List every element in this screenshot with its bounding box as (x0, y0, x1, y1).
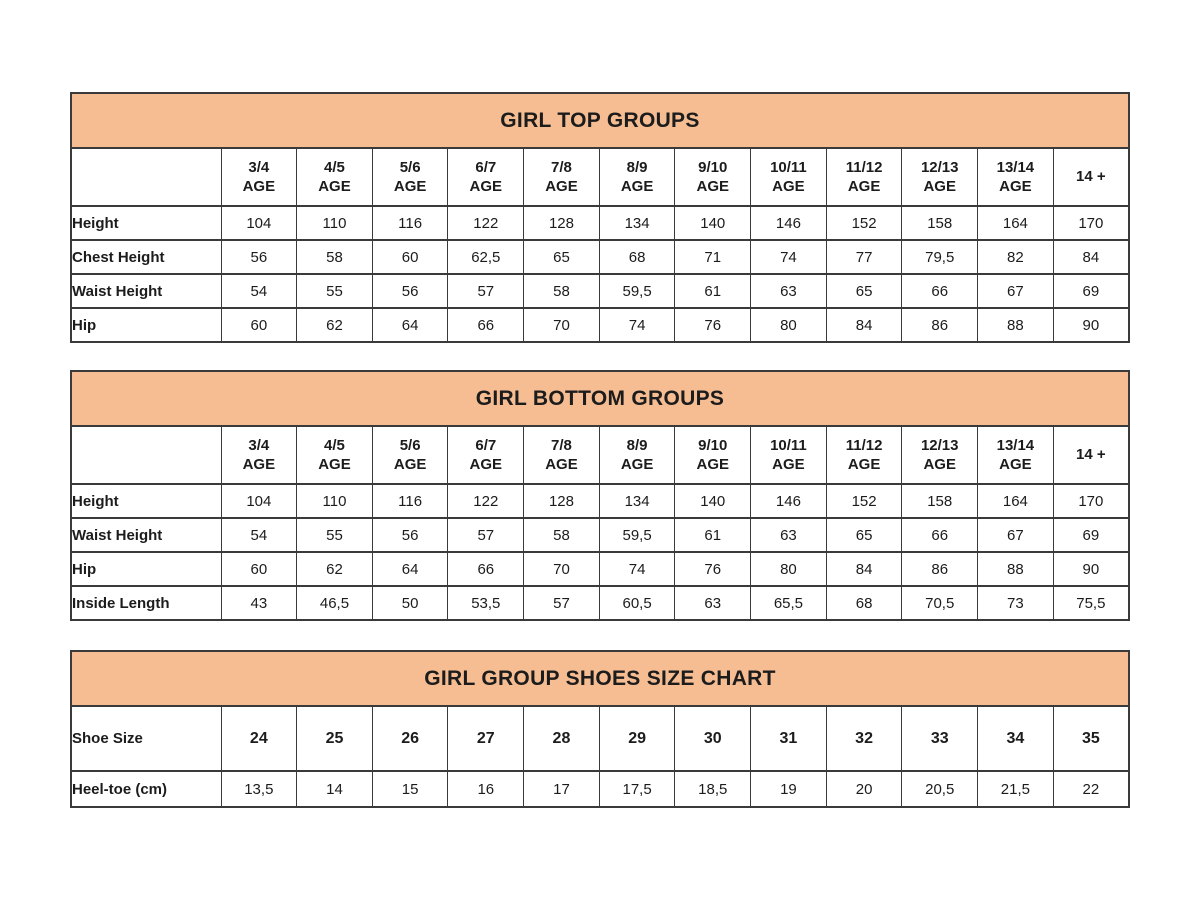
value-cell: 30 (675, 706, 751, 771)
value-cell: 15 (372, 771, 448, 807)
value-cell: 66 (448, 552, 524, 586)
column-header: 13/14 AGE (978, 148, 1054, 206)
girl-top-groups-grid (70, 147, 1130, 343)
value-cell: 146 (751, 206, 827, 240)
column-header: 4/5 AGE (297, 426, 373, 484)
value-cell: 34 (978, 706, 1054, 771)
column-header: 11/12 AGE (826, 426, 902, 484)
table-row (71, 484, 1129, 518)
column-header: 9/10 AGE (675, 148, 751, 206)
value-cell: 66 (902, 274, 978, 308)
table-row (71, 274, 1129, 308)
column-header: 10/11 AGE (751, 148, 827, 206)
value-cell: 170 (1053, 484, 1129, 518)
value-cell: 82 (978, 240, 1054, 274)
value-cell: 69 (1053, 274, 1129, 308)
value-cell: 86 (902, 552, 978, 586)
value-cell: 58 (524, 518, 600, 552)
value-cell: 134 (599, 484, 675, 518)
value-cell: 65 (524, 240, 600, 274)
value-cell: 54 (221, 274, 297, 308)
value-cell: 62 (297, 308, 373, 342)
column-header: 3/4 AGE (221, 148, 297, 206)
value-cell: 73 (978, 586, 1054, 620)
column-header: 9/10 AGE (675, 426, 751, 484)
row-label: Chest Height (71, 240, 221, 274)
value-cell: 50 (372, 586, 448, 620)
value-cell: 57 (524, 586, 600, 620)
value-cell: 27 (448, 706, 524, 771)
column-header-row (71, 148, 1129, 206)
value-cell: 20 (826, 771, 902, 807)
girl-shoes-size-table (70, 650, 1130, 808)
value-cell: 128 (524, 206, 600, 240)
value-cell: 86 (902, 308, 978, 342)
value-cell: 110 (297, 206, 373, 240)
value-cell: 71 (675, 240, 751, 274)
value-cell: 88 (978, 552, 1054, 586)
value-cell: 80 (751, 552, 827, 586)
table-row (71, 206, 1129, 240)
value-cell: 57 (448, 518, 524, 552)
table-title: GIRL GROUP SHOES SIZE CHART (424, 666, 776, 690)
value-cell: 64 (372, 308, 448, 342)
value-cell: 67 (978, 274, 1054, 308)
value-cell: 61 (675, 518, 751, 552)
value-cell: 65 (826, 274, 902, 308)
row-label: Height (71, 206, 221, 240)
value-cell: 19 (751, 771, 827, 807)
value-cell: 65 (826, 518, 902, 552)
value-cell: 152 (826, 484, 902, 518)
value-cell: 158 (902, 206, 978, 240)
value-cell: 122 (448, 484, 524, 518)
column-header: 12/13 AGE (902, 148, 978, 206)
column-header: 7/8 AGE (524, 426, 600, 484)
value-cell: 116 (372, 206, 448, 240)
column-header: 14 + (1053, 148, 1129, 206)
value-cell: 74 (751, 240, 827, 274)
value-cell: 43 (221, 586, 297, 620)
value-cell: 76 (675, 552, 751, 586)
value-cell: 158 (902, 484, 978, 518)
table-row (71, 240, 1129, 274)
value-cell: 68 (599, 240, 675, 274)
value-cell: 164 (978, 484, 1054, 518)
value-cell: 33 (902, 706, 978, 771)
value-cell: 60,5 (599, 586, 675, 620)
value-cell: 62,5 (448, 240, 524, 274)
value-cell: 58 (524, 274, 600, 308)
value-cell: 61 (675, 274, 751, 308)
value-cell: 59,5 (599, 518, 675, 552)
table-row (71, 771, 1129, 807)
value-cell: 75,5 (1053, 586, 1129, 620)
column-header: 11/12 AGE (826, 148, 902, 206)
column-header: 3/4 AGE (221, 426, 297, 484)
value-cell: 63 (675, 586, 751, 620)
column-header: 7/8 AGE (524, 148, 600, 206)
value-cell: 62 (297, 552, 373, 586)
table-row (71, 586, 1129, 620)
column-header: 6/7 AGE (448, 426, 524, 484)
value-cell: 122 (448, 206, 524, 240)
value-cell: 88 (978, 308, 1054, 342)
value-cell: 57 (448, 274, 524, 308)
value-cell: 90 (1053, 552, 1129, 586)
row-label: Waist Height (71, 518, 221, 552)
value-cell: 32 (826, 706, 902, 771)
table-title: GIRL TOP GROUPS (500, 108, 700, 132)
value-cell: 63 (751, 274, 827, 308)
column-header: 10/11 AGE (751, 426, 827, 484)
value-cell: 26 (372, 706, 448, 771)
value-cell: 65,5 (751, 586, 827, 620)
value-cell: 164 (978, 206, 1054, 240)
value-cell: 84 (826, 308, 902, 342)
row-label: Inside Length (71, 586, 221, 620)
column-header: 14 + (1053, 426, 1129, 484)
value-cell: 116 (372, 484, 448, 518)
value-cell: 16 (448, 771, 524, 807)
value-cell: 46,5 (297, 586, 373, 620)
value-cell: 70,5 (902, 586, 978, 620)
value-cell: 77 (826, 240, 902, 274)
value-cell: 76 (675, 308, 751, 342)
value-cell: 74 (599, 308, 675, 342)
column-header: 8/9 AGE (599, 426, 675, 484)
value-cell: 24 (221, 706, 297, 771)
column-header: 5/6 AGE (372, 426, 448, 484)
value-cell: 79,5 (902, 240, 978, 274)
corner-cell (71, 426, 221, 484)
value-cell: 67 (978, 518, 1054, 552)
corner-cell (71, 148, 221, 206)
row-label: Hip (71, 308, 221, 342)
girl-shoes-size-grid (70, 705, 1130, 808)
row-label: Waist Height (71, 274, 221, 308)
value-cell: 170 (1053, 206, 1129, 240)
value-cell: 104 (221, 206, 297, 240)
value-cell: 128 (524, 484, 600, 518)
value-cell: 140 (675, 206, 751, 240)
table-row (71, 518, 1129, 552)
column-header: 5/6 AGE (372, 148, 448, 206)
value-cell: 80 (751, 308, 827, 342)
table-row (71, 706, 1129, 771)
value-cell: 59,5 (599, 274, 675, 308)
value-cell: 29 (599, 706, 675, 771)
value-cell: 35 (1053, 706, 1129, 771)
column-header: 4/5 AGE (297, 148, 373, 206)
value-cell: 56 (372, 518, 448, 552)
value-cell: 22 (1053, 771, 1129, 807)
value-cell: 55 (297, 274, 373, 308)
value-cell: 66 (448, 308, 524, 342)
value-cell: 60 (372, 240, 448, 274)
value-cell: 25 (297, 706, 373, 771)
row-label: Height (71, 484, 221, 518)
row-label: Shoe Size (71, 706, 221, 771)
value-cell: 53,5 (448, 586, 524, 620)
row-label: Hip (71, 552, 221, 586)
value-cell: 84 (826, 552, 902, 586)
table-row (71, 552, 1129, 586)
girl-bottom-groups-table (70, 370, 1130, 621)
column-header-row (71, 426, 1129, 484)
table-row (71, 308, 1129, 342)
value-cell: 146 (751, 484, 827, 518)
row-label: Heel-toe (cm) (71, 771, 221, 807)
girl-top-groups-table (70, 92, 1130, 343)
value-cell: 58 (297, 240, 373, 274)
value-cell: 21,5 (978, 771, 1054, 807)
value-cell: 70 (524, 308, 600, 342)
value-cell: 70 (524, 552, 600, 586)
column-header: 8/9 AGE (599, 148, 675, 206)
value-cell: 134 (599, 206, 675, 240)
value-cell: 56 (221, 240, 297, 274)
value-cell: 60 (221, 308, 297, 342)
value-cell: 18,5 (675, 771, 751, 807)
value-cell: 152 (826, 206, 902, 240)
value-cell: 68 (826, 586, 902, 620)
value-cell: 66 (902, 518, 978, 552)
value-cell: 64 (372, 552, 448, 586)
girl-shoes-size-title-band (70, 650, 1130, 705)
value-cell: 90 (1053, 308, 1129, 342)
value-cell: 63 (751, 518, 827, 552)
value-cell: 69 (1053, 518, 1129, 552)
value-cell: 74 (599, 552, 675, 586)
table-title: GIRL BOTTOM GROUPS (475, 386, 725, 410)
value-cell: 104 (221, 484, 297, 518)
value-cell: 55 (297, 518, 373, 552)
value-cell: 20,5 (902, 771, 978, 807)
value-cell: 14 (297, 771, 373, 807)
value-cell: 54 (221, 518, 297, 552)
value-cell: 110 (297, 484, 373, 518)
value-cell: 84 (1053, 240, 1129, 274)
column-header: 12/13 AGE (902, 426, 978, 484)
girl-bottom-groups-grid (70, 425, 1130, 621)
value-cell: 17 (524, 771, 600, 807)
value-cell: 13,5 (221, 771, 297, 807)
girl-top-groups-title-band (70, 92, 1130, 147)
value-cell: 140 (675, 484, 751, 518)
girl-bottom-groups-title-band (70, 370, 1130, 425)
value-cell: 31 (751, 706, 827, 771)
value-cell: 56 (372, 274, 448, 308)
value-cell: 28 (524, 706, 600, 771)
value-cell: 60 (221, 552, 297, 586)
column-header: 6/7 AGE (448, 148, 524, 206)
column-header: 13/14 AGE (978, 426, 1054, 484)
value-cell: 17,5 (599, 771, 675, 807)
